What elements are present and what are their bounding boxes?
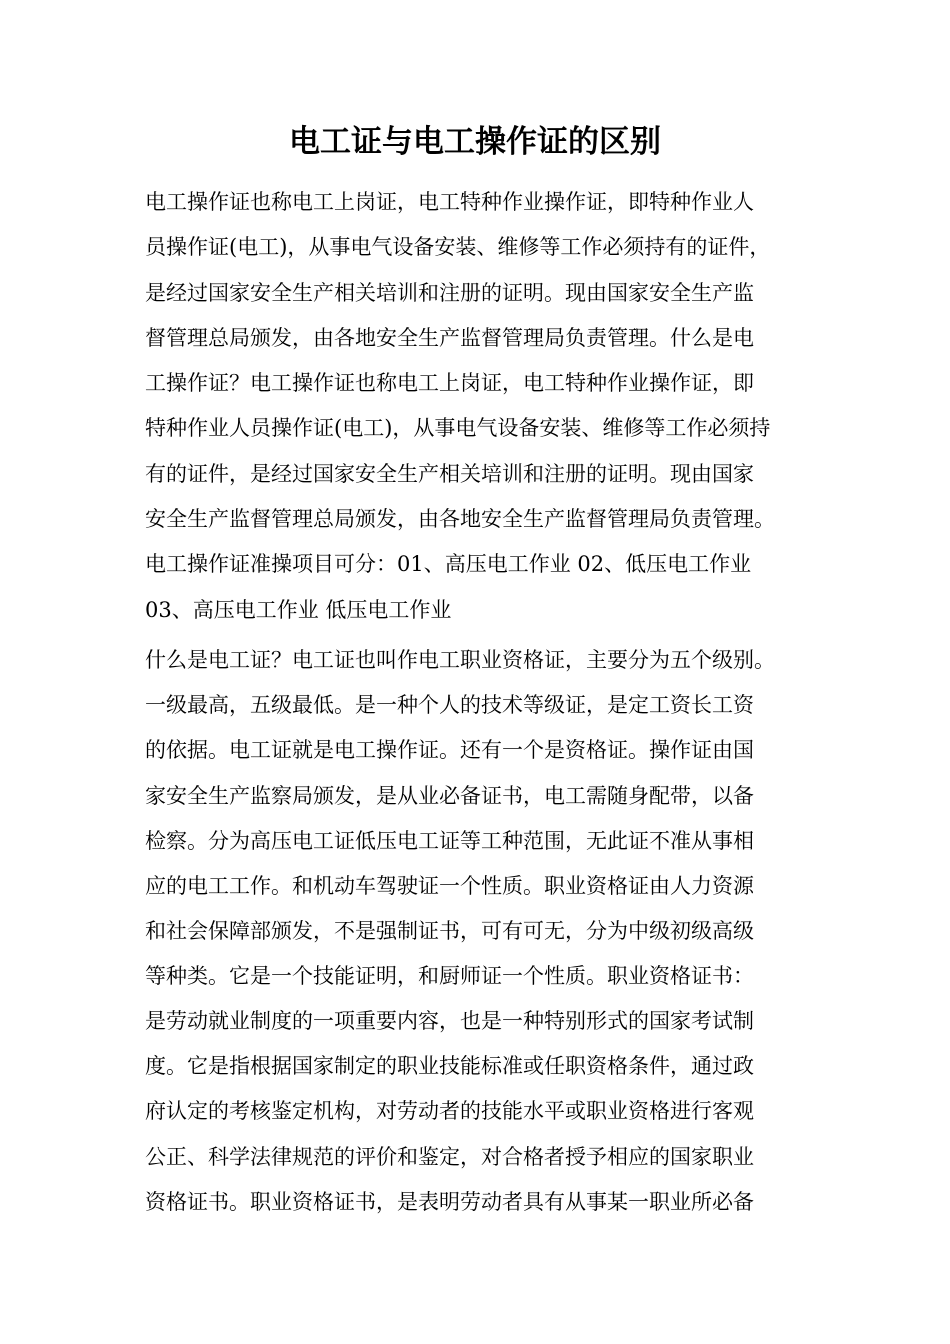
paragraph-1-line: 特种作业人员操作证(电工)，从事电气设备安装、维修等工作必须持 (145, 416, 771, 440)
paragraph-1-line: 员操作证(电工)，从事电气设备安装、维修等工作必须持有的证件， (145, 235, 771, 259)
paragraph-2-line: 是劳动就业制度的一项重要内容，也是一种特别形式的国家考试制 (145, 1009, 754, 1033)
paragraph-2-line: 应的电工工作。和机动车驾驶证一个性质。职业资格证由人力资源 (145, 874, 754, 898)
paragraph-2-line: 的依据。电工证就是电工操作证。还有一个是资格证。操作证由国 (145, 738, 754, 762)
paragraph-2-line: 家安全生产监察局颁发，是从业必备证书，电工需随身配带，以备 (145, 784, 754, 808)
paragraph-2-line: 公正、科学法律规范的评价和鉴定，对合格者授予相应的国家职业 (145, 1145, 754, 1169)
paragraph-2-line: 检察。分为高压电工证低压电工证等工种范围，无此证不准从事相 (145, 829, 754, 853)
paragraph-2-line: 一级最高，五级最低。是一种个人的技术等级证，是定工资长工资 (145, 693, 754, 717)
paragraph-1-line: 是经过国家安全生产相关培训和注册的证明。现由国家安全生产监 (145, 281, 754, 305)
paragraph-2-line: 等种类。它是一个技能证明，和厨师证一个性质。职业资格证书： (145, 964, 754, 988)
paragraph-1-line: 电工操作证也称电工上岗证，电工特种作业操作证，即特种作业人 (145, 190, 754, 214)
paragraph-1-line: 电工操作证准操项目可分：01、高压电工作业 02、低压电工作业 (145, 552, 752, 576)
paragraph-1-line: 督管理总局颁发，由各地安全生产监督管理局负责管理。什么是电 (145, 326, 754, 350)
paragraph-1-line: 有的证件，是经过国家安全生产相关培训和注册的证明。现由国家 (145, 462, 754, 486)
paragraph-2-line: 度。它是指根据国家制定的职业技能标准或任职资格条件，通过政 (145, 1054, 754, 1078)
paragraph-2-line: 资格证书。职业资格证书，是表明劳动者具有从事某一职业所必备 (145, 1190, 754, 1214)
document-title: 电工证与电工操作证的区别 (289, 124, 661, 160)
paragraph-1-line: 03、高压电工作业 低压电工作业 (145, 598, 452, 622)
paragraph-2-line: 府认定的考核鉴定机构，对劳动者的技能水平或职业资格进行客观 (145, 1099, 754, 1123)
paragraph-2-line: 什么是电工证？电工证也叫作电工职业资格证，主要分为五个级别。 (145, 648, 775, 672)
paragraph-2-line: 和社会保障部颁发，不是强制证书，可有可无，分为中级初级高级 (145, 919, 754, 943)
paragraph-1-line: 安全生产监督管理总局颁发，由各地安全生产监督管理局负责管理。 (145, 507, 775, 531)
paragraph-1-line: 工操作证？电工操作证也称电工上岗证，电工特种作业操作证，即 (145, 371, 754, 395)
